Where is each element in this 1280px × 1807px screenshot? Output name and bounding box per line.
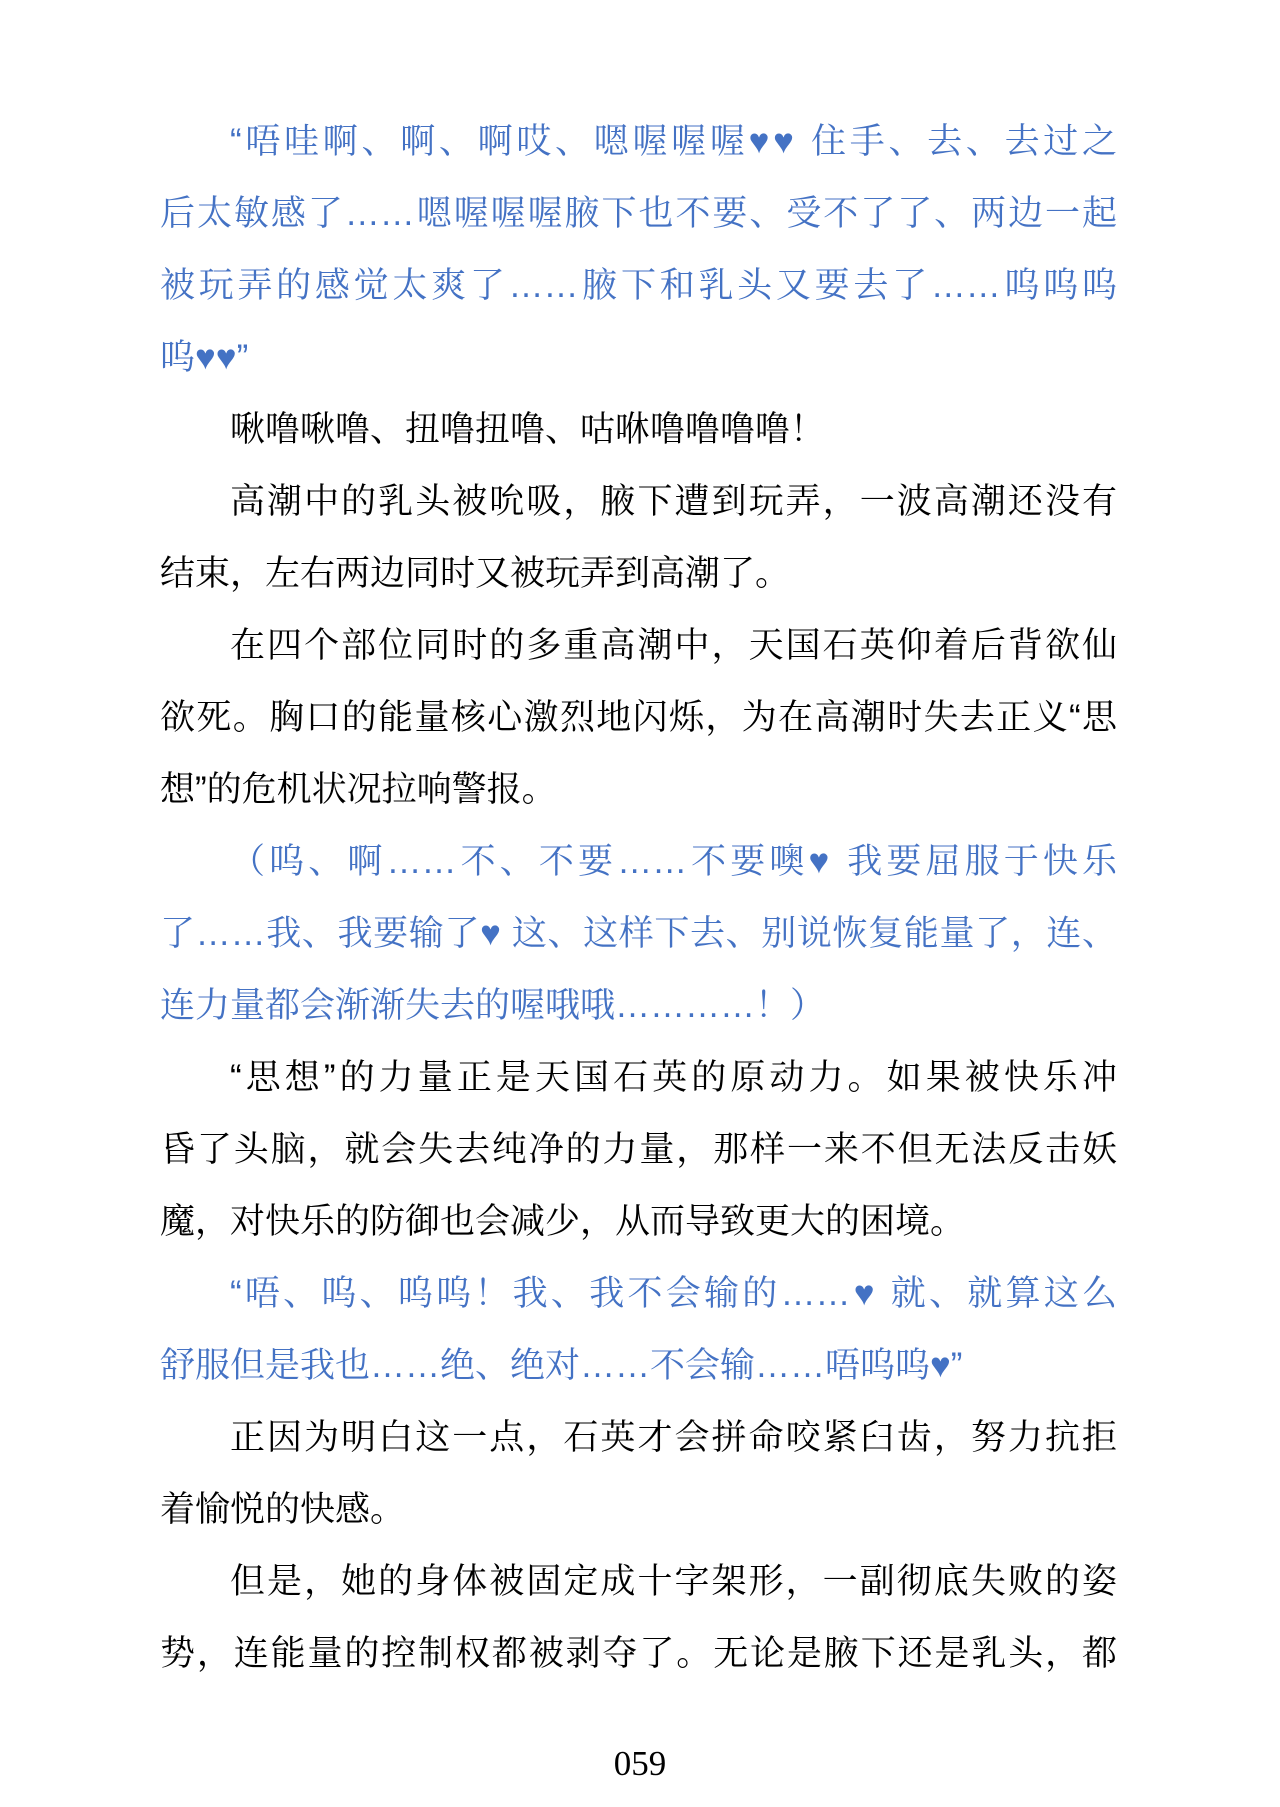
paragraph-narration: [160, 466, 1117, 610]
dialogue-line: 连力量都会渐渐失去的喔哦哦…………！）: [160, 986, 826, 1025]
narration-line: 高潮中的乳头被吮吸，腋下遭到玩弄，一波高潮还没有: [230, 482, 1117, 521]
narration-line: 昏了头脑，就会失去纯净的力量，那样一来不但无法反击妖: [160, 1130, 1117, 1169]
dialogue-line: （呜、啊……不、不要……不要噢♥ 我要屈服于快乐: [230, 842, 1117, 881]
paragraph-narration: [160, 1546, 1117, 1690]
narration-line: 魔，对快乐的防御也会减少，从而导致更大的困境。: [160, 1202, 966, 1241]
paragraph-narration: [160, 394, 1117, 466]
paragraph-dialogue: [160, 106, 1117, 394]
dialogue-line: 舒服但是我也……绝、绝对……不会输……唔呜呜♥”: [160, 1346, 963, 1385]
dialogue-line: 被玩弄的感觉太爽了……腋下和乳头又要去了……呜呜呜: [160, 266, 1117, 305]
narration-line: 想”的危机状况拉响警报。: [160, 770, 557, 809]
narration-line: 但是，她的身体被固定成十字架形，一副彻底失败的姿: [230, 1562, 1117, 1601]
paragraph-narration: [160, 1402, 1117, 1546]
narration-line: “思想”的力量正是天国石英的原动力。如果被快乐冲: [230, 1058, 1117, 1097]
dialogue-line: 呜♥♥”: [160, 338, 249, 377]
narration-line: 在四个部位同时的多重高潮中，天国石英仰着后背欲仙: [230, 626, 1117, 665]
page-number: 059: [613, 1744, 667, 1783]
dialogue-line: 后太敏感了……嗯喔喔喔腋下也不要、受不了了、两边一起: [160, 194, 1117, 233]
narration-line: 着愉悦的快感。: [160, 1490, 406, 1529]
dialogue-line: “唔、呜、呜呜！我、我不会输的……♥ 就、就算这么: [230, 1274, 1117, 1313]
narration-line: 正因为明白这一点，石英才会拼命咬紧臼齿，努力抗拒: [230, 1418, 1117, 1457]
page-text: [160, 106, 1117, 1690]
narration-line: 结束，左右两边同时又被玩弄到高潮了。: [160, 554, 791, 593]
paragraph-narration: [160, 1042, 1117, 1258]
narration-line: 欲死。胸口的能量核心激烈地闪烁，为在高潮时失去正义“思: [160, 698, 1117, 737]
paragraph-dialogue: [160, 1258, 1117, 1402]
paragraph-dialogue: [160, 826, 1117, 1042]
dialogue-line: “唔哇啊、啊、啊哎、嗯喔喔喔♥♥ 住手、去、去过之: [230, 122, 1117, 161]
narration-line: 势，连能量的控制权都被剥夺了。无论是腋下还是乳头，都: [160, 1634, 1117, 1673]
paragraph-narration: [160, 610, 1117, 826]
dialogue-line: 了……我、我要输了♥ 这、这样下去、别说恢复能量了，连、: [160, 914, 1117, 953]
narration-line: 啾噜啾噜、扭噜扭噜、咕咻噜噜噜噜！: [230, 410, 826, 449]
